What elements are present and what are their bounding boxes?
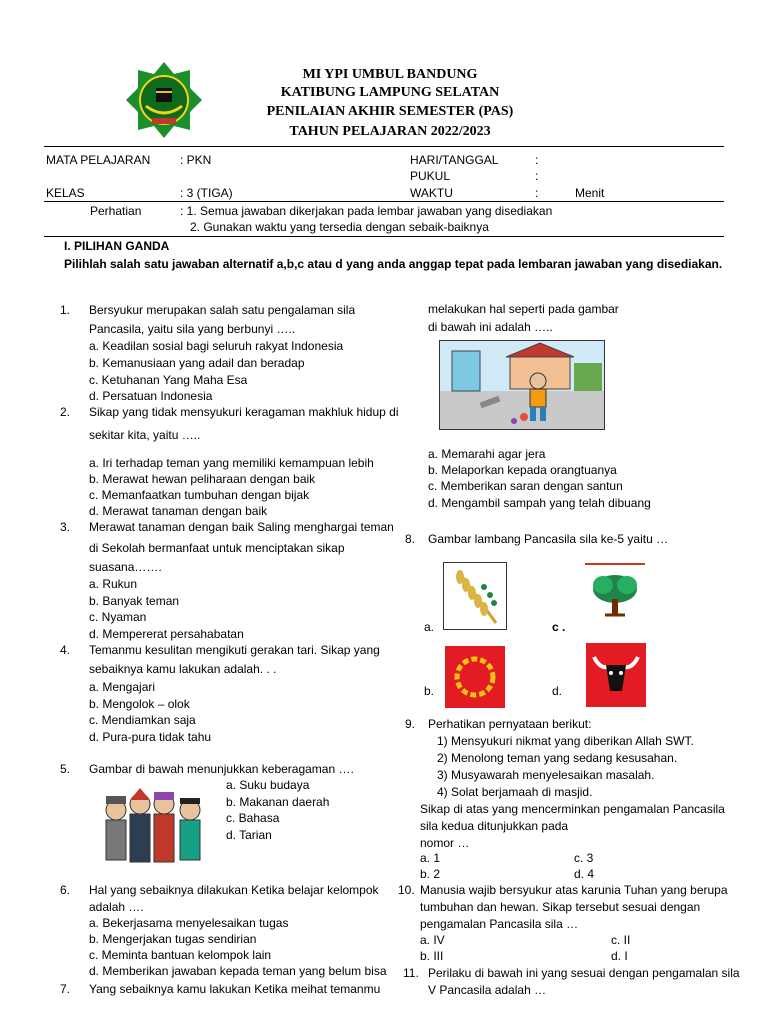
q6-option-d: d. Memberikan jawaban kepada teman yang belum bisa (89, 964, 387, 978)
q8-option-b: b. (424, 684, 435, 698)
header-rule (44, 146, 724, 147)
q1-line1: Bersyukur merupakan salah satu pengalaman sila (89, 303, 356, 317)
q3-line2: di Sekolah bermanfaat untuk menciptakan sikap (89, 541, 345, 555)
q8-option-a: a. (424, 620, 435, 634)
waktu-value: : (535, 186, 539, 200)
q10-line2: tumbuhan dan hewan. Sikap tersebut sesuai dengan (420, 900, 701, 914)
q5-line1: Gambar di bawah menunjukkan keberagaman …. (89, 762, 354, 776)
q8-option-d: d. (552, 684, 563, 698)
q7-option-d: d. Mengambil sampah yang telah dibuang (428, 496, 651, 510)
q4-option-d: d. Pura-pura tidak tahu (89, 730, 212, 744)
q9-option-d: d. 4 (574, 867, 595, 881)
q5-option-b: b. Makanan daerah (226, 795, 330, 809)
q11-number: 11. (403, 966, 419, 980)
q9-statement-1: 1) Mensyukuri nikmat yang diberikan Allah SWT. (437, 734, 694, 748)
q7-line3: di bawah ini adalah ….. (428, 320, 553, 334)
q2-line1: Sikap yang tidak mensyukuri keragaman makhluk hidup di (89, 405, 399, 419)
q3-option-d: d. Mempererat persahabatan (89, 627, 244, 641)
q9-line3: sila kedua ditunjukkan pada (420, 819, 569, 833)
q1-option-b: b. Kemanusiaan yang adail dan beradap (89, 356, 305, 370)
q1-option-c: c. Ketuhanan Yang Maha Esa (89, 373, 248, 387)
header-line2: KATIBUNG LAMPUNG SELATAN (280, 85, 500, 100)
kelas-value: : 3 (TIGA) (180, 186, 233, 200)
perhatian-2: 2. Gunakan waktu yang tersedia dengan sebaik-baiknya (190, 220, 489, 234)
q5-number: 5. (60, 762, 71, 776)
q6-option-c: c. Meminta bantuan kelompok lain (89, 948, 272, 962)
q1-line2: Pancasila, yaitu sila yang berbunyi ….. (89, 322, 296, 336)
waktu-unit: Menit (575, 186, 605, 200)
q8-number: 8. (405, 532, 416, 546)
q3-line3: suasana……. (89, 560, 162, 574)
littering-image (439, 340, 605, 430)
hari-label: HARI/TANGGAL (410, 153, 499, 167)
q2-option-d: d. Merawat tanaman dengan baik (89, 504, 268, 518)
q6-line2: adalah …. (89, 900, 144, 914)
q8-option-c: c . (552, 620, 566, 634)
mapel-value: : PKN (180, 153, 212, 167)
q7-line1: Yang sebaiknya kamu lakukan Ketika meihat temanmu (89, 982, 381, 996)
q3-option-b: b. Banyak teman (89, 594, 180, 608)
q2-option-b: b. Merawat hewan peliharaan dengan baik (89, 472, 316, 486)
q10-line3: pengamalan Pancasila sila … (420, 917, 579, 931)
q2-option-c: c. Memanfaatkan tumbuhan dengan bijak (89, 488, 310, 502)
header-line1: MI YPI UMBUL BANDUNG (302, 67, 478, 82)
waktu-label: WAKTU (410, 186, 453, 200)
q3-option-a: a. Rukun (89, 577, 138, 591)
q9-statement-2: 2) Menolong teman yang sedang kesusahan. (437, 751, 678, 765)
q4-option-a: a. Mengajari (89, 680, 156, 694)
q9-line4: nomor … (420, 836, 470, 850)
q2-number: 2. (60, 405, 71, 419)
pukul-value: : (535, 169, 539, 183)
q7-option-b: b. Melaporkan kepada orangtuanya (428, 463, 617, 477)
q4-option-b: b. Mengolok – olok (89, 697, 190, 711)
q4-option-c: c. Mendiamkan saja (89, 713, 196, 727)
padi-kapas-emblem (443, 562, 507, 630)
q10-option-b: b. III (420, 949, 444, 963)
q7-line2: melakukan hal seperti pada gambar (428, 302, 619, 316)
q9-statement-4: 4) Solat berjamaah di masjid. (437, 785, 593, 799)
hari-value: : (535, 153, 539, 167)
q9-option-b: b. 2 (420, 867, 441, 881)
q4-line1: Temanmu kesulitan mengikuti gerakan tari. Sikap yang (89, 643, 380, 657)
perhatian-1: : 1. Semua jawaban dikerjakan pada lembar jawaban yang disediakan (180, 204, 553, 218)
chain-emblem (445, 646, 505, 708)
header-line3: PENILAIAN AKHIR SEMESTER (PAS) (266, 104, 514, 119)
section-title: I. PILIHAN GANDA (64, 239, 170, 253)
q5-option-a: a. Suku budaya (226, 778, 310, 792)
q2-option-a: a. Iri terhadap teman yang memiliki kemampuan lebih (89, 456, 374, 470)
q6-option-b: b. Mengerjakan tugas sendirian (89, 932, 257, 946)
school-logo (124, 60, 204, 140)
bull-head-emblem (586, 643, 646, 707)
q10-option-c: c. II (611, 933, 631, 947)
q9-statement-3: 3) Musyawarah menyelesaikan masalah. (437, 768, 655, 782)
q9-line2: Sikap di atas yang mencerminkan pengamalan Pancasila (420, 802, 725, 816)
diverse-children-image (98, 780, 210, 878)
q11-line1: Perilaku di bawah ini yang sesuai dengan pengamalan sila (428, 966, 740, 980)
q9-option-c: c. 3 (574, 851, 594, 865)
q9-option-a: a. 1 (420, 851, 441, 865)
q10-number: 10. (398, 883, 415, 897)
kelas-label: KELAS (46, 186, 85, 200)
q10-option-a: a. IV (420, 933, 445, 947)
info-rule (44, 201, 724, 202)
q7-number: 7. (60, 982, 71, 996)
q3-option-c: c. Nyaman (89, 610, 147, 624)
q6-number: 6. (60, 883, 71, 897)
perhatian-rule (44, 236, 724, 237)
q4-line2: sebaiknya kamu lakukan adalah. . . (89, 662, 277, 676)
q6-option-a: a. Bekerjasama menyelesaikan tugas (89, 916, 289, 930)
q1-number: 1. (60, 303, 71, 317)
q8-line1: Gambar lambang Pancasila sila ke-5 yaitu … (428, 532, 669, 546)
q6-line1: Hal yang sebaiknya dilakukan Ketika belajar kelompok (89, 883, 379, 897)
pukul-label: PUKUL (410, 169, 451, 183)
mapel-label: MATA PELAJARAN (46, 153, 151, 167)
q7-option-a: a. Memarahi agar jera (428, 447, 546, 461)
q9-line1: Perhatikan pernyataan berikut: (428, 717, 592, 731)
q5-option-c: c. Bahasa (226, 811, 280, 825)
q2-line2: sekitar kita, yaitu ….. (89, 428, 201, 442)
q9-number: 9. (405, 717, 416, 731)
header-line4: TAHUN PELAJARAN 2022/2023 (289, 124, 491, 139)
q4-number: 4. (60, 643, 71, 657)
q5-option-d: d. Tarian (226, 828, 272, 842)
section-instruction: Pilihlah salah satu jawaban alternatif a,b,c atau d yang anda anggap tepat pada lembaran jawaban yang disediakan. (64, 257, 723, 271)
q10-line1: Manusia wajib bersyukur atas karunia Tuhan yang berupa (420, 883, 728, 897)
q7-option-c: c. Memberikan saran dengan santun (428, 479, 623, 493)
banyan-tree-emblem (585, 563, 645, 625)
perhatian-label: Perhatian (90, 204, 142, 218)
q1-option-a: a. Keadilan sosial bagi seluruh rakyat Indonesia (89, 339, 344, 353)
q10-option-d: d. I (611, 949, 628, 963)
q3-line1: Merawat tanaman dengan baik Saling menghargai teman (89, 520, 394, 534)
q1-option-d: d. Persatuan Indonesia (89, 389, 213, 403)
q11-line2: V Pancasila adalah … (428, 983, 547, 997)
q3-number: 3. (60, 520, 71, 534)
